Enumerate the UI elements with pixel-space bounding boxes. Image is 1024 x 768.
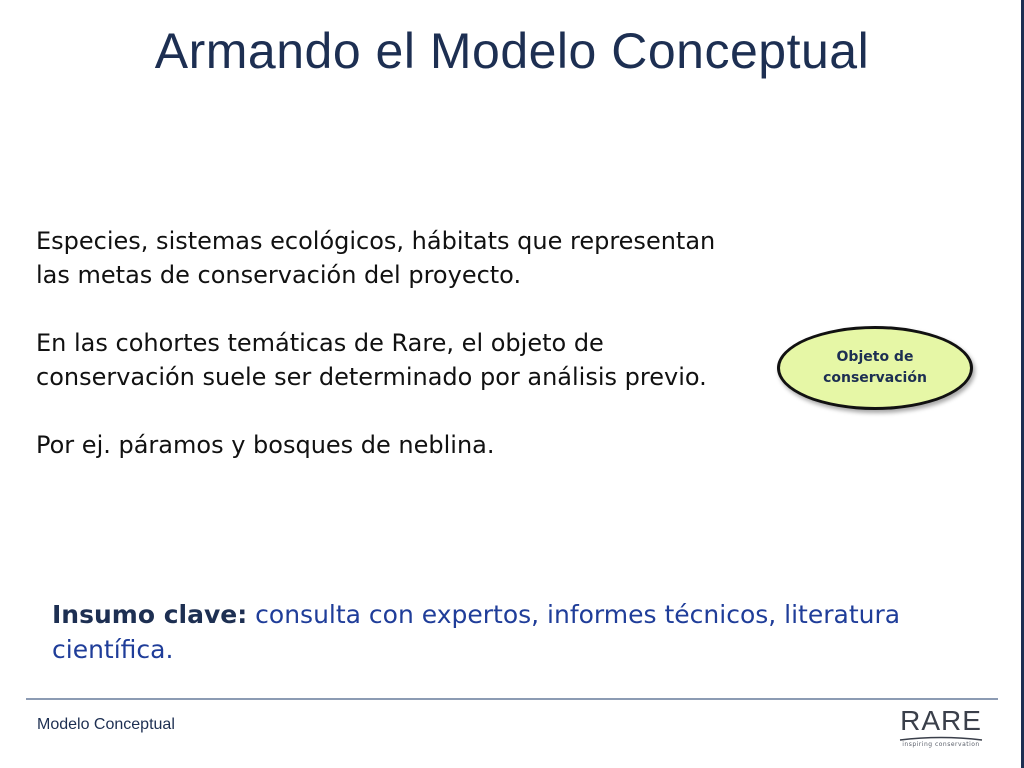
rare-logo-wordmark: RARE (900, 705, 982, 736)
key-input-text: consulta con expertos, informes técnicos, literatura científica. (52, 600, 901, 664)
key-input-lead: Insumo clave: (52, 600, 248, 629)
paragraph-definition: Especies, sistemas ecológicos, hábitats que representan las metas de conservación del proyecto. (36, 227, 716, 289)
conservation-target-label: Objeto de conservación (823, 349, 927, 386)
rare-logo (895, 707, 987, 751)
footer-divider (26, 698, 998, 700)
footer-label: Modelo Conceptual (37, 716, 175, 733)
conservation-target-node (777, 326, 973, 410)
body-text (36, 224, 736, 462)
paragraph-example: Por ej. páramos y bosques de neblina. (36, 431, 495, 459)
slide-title: Armando el Modelo Conceptual (154, 23, 870, 79)
paragraph-cohorts: En las cohortes temáticas de Rare, el objeto de conservación suele ser determinado por análisis previo. (36, 329, 707, 391)
rare-logo-tagline: inspiring conservation (902, 741, 980, 748)
key-input-note (52, 597, 932, 667)
